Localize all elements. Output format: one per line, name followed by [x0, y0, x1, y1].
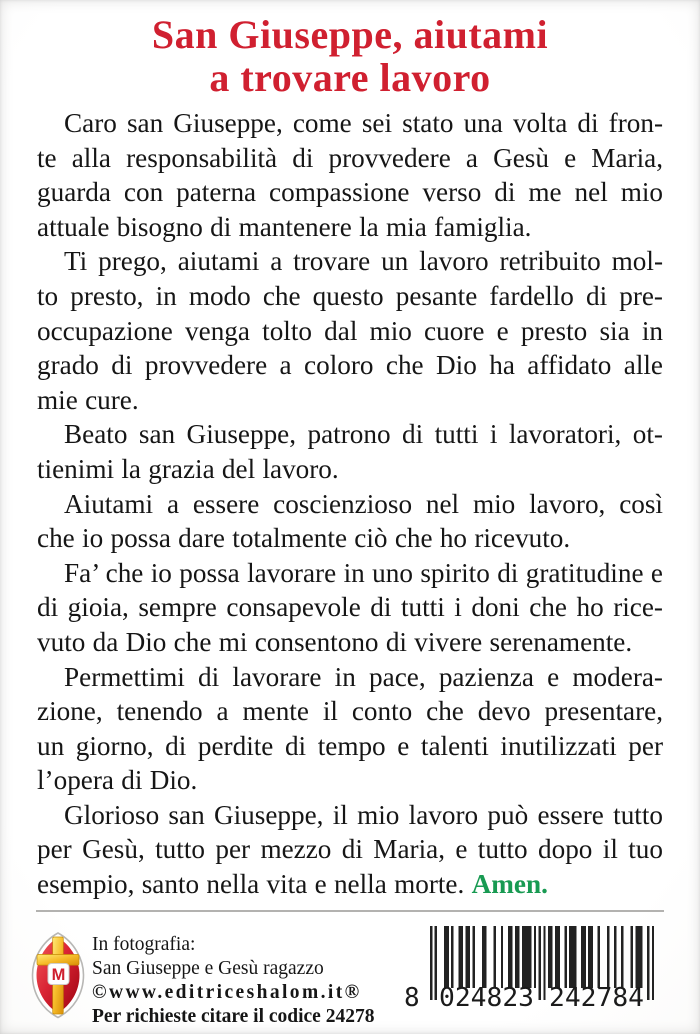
- order-code-note: Per richieste citare il codice 24278: [92, 1006, 375, 1027]
- page-title: [0, 13, 700, 99]
- page-title-line1: San Giuseppe, aiutami: [151, 12, 549, 57]
- prayer-line: Caro san Giuseppe, come sei stato una volta di fron-: [64, 108, 663, 138]
- prayer-line: per Gesù, tutto per mezzo di Maria, e tutto dopo il tuo: [37, 834, 663, 865]
- prayer-line: un giorno, di perdite di tempo e talenti inutilizzati per: [37, 730, 663, 761]
- prayer-paragraph: [37, 487, 663, 556]
- prayer-paragraph: [37, 556, 663, 660]
- prayer-line: to presto, in modo che questo pesante fardello di pre-: [37, 280, 663, 311]
- prayer-line: grado di provvedere a coloro che Dio ha affidato alle: [37, 350, 663, 381]
- publisher-credits: [92, 933, 374, 1029]
- prayer-line: Fa’ che io possa lavorare in uno spirito di gratitudine e: [64, 557, 663, 588]
- barcode-digits-left: 024823: [439, 983, 534, 1012]
- prayer-line: occupazione venga tolto dal mio cuore e presto sia in: [37, 315, 663, 346]
- prayer-line: vuto da Dio che mi consentono di vivere serenamente.: [37, 626, 633, 657]
- ean13-barcode-icon: [402, 922, 660, 1012]
- prayer-line: Glorioso san Giuseppe, il mio lavoro può essere tutto: [64, 799, 663, 830]
- shield-cross-logo-icon: [29, 932, 87, 1019]
- prayer-paragraph: [37, 660, 663, 798]
- prayer-line: Aiutami a essere coscienzioso nel mio lavoro, così: [64, 488, 663, 519]
- prayer-paragraph: [37, 798, 663, 902]
- prayer-paragraph: [37, 417, 663, 486]
- prayer-paragraph: [37, 106, 663, 244]
- prayer-line: Ti prego, aiutami a trovare un lavoro retribuito mol-: [64, 246, 663, 277]
- barcode-digits-right: 242784: [549, 983, 644, 1012]
- footer: [0, 912, 700, 1034]
- prayer-text: [37, 106, 663, 902]
- prayer-line: attuale bisogno di mantenere la mia famiglia.: [37, 211, 532, 242]
- prayer-line: Beato san Giuseppe, patrono di tutti i lavoratori, ot-: [64, 419, 663, 450]
- editrice-shalom-logo: [29, 932, 87, 1019]
- prayer-line: che io possa dare totalmente ciò che ho ricevuto.: [37, 523, 571, 554]
- barcode-digit-first: 8: [404, 983, 420, 1012]
- prayer-line: mie cure.: [37, 384, 139, 415]
- prayer-line: Permettimi di lavorare in pace, pazienza e modera-: [64, 661, 663, 692]
- amen-text: Amen.: [471, 869, 548, 900]
- prayer-line: esempio, santo nella vita e nella morte. Amen.: [37, 869, 548, 900]
- publisher-website: ©www.editriceshalom.it®: [92, 982, 362, 1003]
- page-title-line2: a trovare lavoro: [209, 55, 491, 100]
- prayer-line: te alla responsabilità di provvedere a Gesù e Maria,: [37, 142, 663, 173]
- prayer-line: guarda con paterna compassione verso di me nel mio: [37, 177, 663, 208]
- prayer-line: zione, tenendo a mente il conto che devo presentare,: [37, 696, 663, 727]
- prayer-line: l’opera di Dio.: [37, 765, 198, 796]
- ean13-barcode: [402, 922, 660, 1014]
- prayer-line: di gioia, sempre consapevole di tutti i doni che ho rice-: [37, 592, 663, 623]
- photo-caption-label: In fotografia:: [92, 934, 196, 955]
- prayer-paragraph: [37, 244, 663, 417]
- prayer-line: tienimi la grazia del lavoro.: [37, 453, 339, 484]
- photo-caption-subject: San Giuseppe e Gesù ragazzo: [92, 958, 324, 979]
- logo-letter: M: [51, 966, 66, 984]
